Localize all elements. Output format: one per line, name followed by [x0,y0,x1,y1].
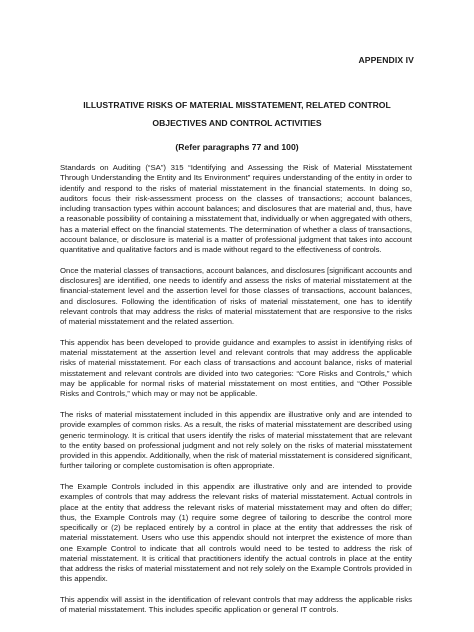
body-paragraph: The risks of material misstatement included in this appendix are illustrative only and are intended to provide examples of common risks. As a result, the risks of material misstatement are described using generic terminology. It is critical that users identify the risks of material misstatement that are relevant to the entity based on professional judgment and not rely solely on the risks of material misstatement provided in this appendix. Additionally, when the risk of material misstatement is considered significant, further tailoring or complete customisation is often appropriate. [60,410,412,471]
body-paragraph: Standards on Auditing (“SA”) 315 “Identifying and Assessing the Risk of Material Misstatement Through Understanding the Entity and Its Environment” requires understanding of the entity in order to identify and respond to the risks of material misstatement in the financial statements. In doing so, auditors focus their risk-assessment process on the classes of transactions; account balances, including transaction types within account balances; and disclosures that are material and, thus, have a reasonable possibility of containing a misstatement that, individually or when aggregated with others, has a material effect on the financial statements. The determination of whether a class of transactions, account balance, or disclosure is material is a matter of professional judgment that takes into account quantitative and qualitative factors and is made without regard to the effectiveness of controls. [60,163,412,254]
document-subtitle: (Refer paragraphs 77 and 100) [175,142,299,152]
body-paragraph: Once the material classes of transactions, account balances, and disclosures [significant accounts and disclosures] are identified, one needs to identify and assess the risks of material misstatement at the financial-statement level and the assertion level for those classes of transactions, account balances, and disclosures. Following the identification of risks of material misstatement, one has to identify relevant controls that may address the risks of material misstatement that are responsive to the risks of material misstatement and the related assertion. [60,265,412,327]
body-paragraph: This appendix will assist in the identification of relevant controls that may address the applicable risks of material misstatement. This includes specific application or general IT controls. [60,595,412,615]
document-title: ILLUSTRATIVE RISKS OF MATERIAL MISSTATEMENT, RELATED CONTROL OBJECTIVES AND CONTROL ACTIVITIES [83,100,391,128]
document-body [60,163,412,626]
body-paragraph: The Example Controls included in this appendix are illustrative only and are intended to provide examples of controls that may address the relevant risks of material misstatement. Actual controls in place at the entity that address the relevant risks of material misstatement may and often do differ; thus, the Example Controls may (1) require some degree of tailoring to describe the control more specifically or (2) be replaced entirely by a control in place at the entity that addresses the risk of material misstatement. Users who use this appendix should not interpret the existence of more than one Example Control to indicate that all controls would need to be tested to address the risk of material misstatement. It is critical that practitioners identify the actual controls in place at the entity that address the risks of material misstatement and not rely solely on the Example Controls provided in this appendix. [60,482,412,584]
appendix-label: APPENDIX IV [358,55,414,65]
body-paragraph: This appendix has been developed to provide guidance and examples to assist in identifying risks of material misstatement at the assertion level and relevant controls that may address the applicable risks of material misstatement. For each class of transactions and account balance, risks of material misstatement and relevant controls are divided into two categories: “Core Risks and Controls,” which may be applicable for normal risks of material misstatement on most entities, and “Other Possible Risks and Controls,” which may or may not be applicable. [60,337,412,399]
